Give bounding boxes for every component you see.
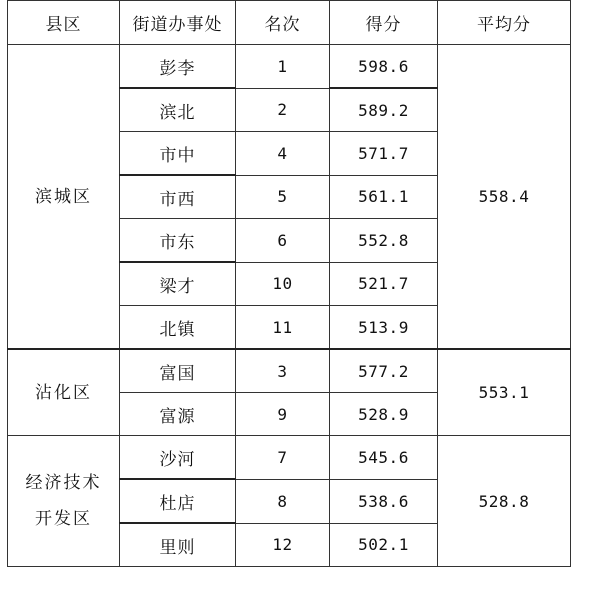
subdistrict-cell: 杜店 (120, 479, 236, 523)
rank-cell: 11 (236, 306, 330, 350)
rank-cell: 7 (236, 436, 330, 480)
county-line: 开发区 (35, 509, 92, 529)
subdistrict-cell: 市中 (120, 132, 236, 176)
subdistrict-cell: 市西 (120, 175, 236, 219)
ranking-table (7, 0, 571, 567)
rank-cell: 2 (236, 88, 330, 132)
average-cell: 558.4 (438, 45, 571, 350)
rank-cell: 12 (236, 523, 330, 567)
score-cell: 528.9 (330, 393, 438, 436)
header-rank: 名次 (236, 1, 330, 45)
subdistrict-cell: 北镇 (120, 306, 236, 350)
county-line: 经济技术 (25, 473, 102, 493)
subdistrict-cell: 沙河 (120, 436, 236, 480)
subdistrict-cell: 彭李 (120, 45, 236, 89)
average-cell: 553.1 (438, 349, 571, 436)
score-cell: 571.7 (330, 132, 438, 176)
county-cell: 滨城区 (8, 45, 120, 350)
table-row (8, 349, 571, 393)
score-cell: 577.2 (330, 349, 438, 393)
subdistrict-cell: 梁才 (120, 262, 236, 306)
rank-cell: 5 (236, 175, 330, 219)
score-cell: 598.6 (330, 45, 438, 89)
header-score: 得分 (330, 1, 438, 45)
header-county: 县区 (8, 1, 120, 45)
table-row (8, 45, 571, 89)
average-cell: 528.8 (438, 436, 571, 567)
score-cell: 502.1 (330, 523, 438, 567)
rank-cell: 4 (236, 132, 330, 176)
rank-cell: 3 (236, 349, 330, 393)
subdistrict-cell: 里则 (120, 523, 236, 567)
score-cell: 521.7 (330, 262, 438, 306)
subdistrict-cell: 富国 (120, 349, 236, 393)
rank-cell: 8 (236, 479, 330, 523)
score-cell: 589.2 (330, 88, 438, 132)
score-cell: 538.6 (330, 479, 438, 523)
score-cell: 545.6 (330, 436, 438, 480)
table-row (8, 436, 571, 480)
score-cell: 513.9 (330, 306, 438, 350)
score-cell: 561.1 (330, 175, 438, 219)
rank-cell: 10 (236, 262, 330, 306)
subdistrict-cell: 滨北 (120, 88, 236, 132)
rank-cell: 9 (236, 393, 330, 436)
rank-cell: 6 (236, 219, 330, 263)
score-cell: 552.8 (330, 219, 438, 263)
rank-cell: 1 (236, 45, 330, 89)
subdistrict-cell: 市东 (120, 219, 236, 263)
header-average: 平均分 (438, 1, 571, 45)
subdistrict-cell: 富源 (120, 393, 236, 436)
county-cell: 沾化区 (8, 349, 120, 436)
header-row (8, 1, 571, 45)
county-cell (8, 436, 120, 567)
header-subdistrict: 街道办事处 (120, 1, 236, 45)
